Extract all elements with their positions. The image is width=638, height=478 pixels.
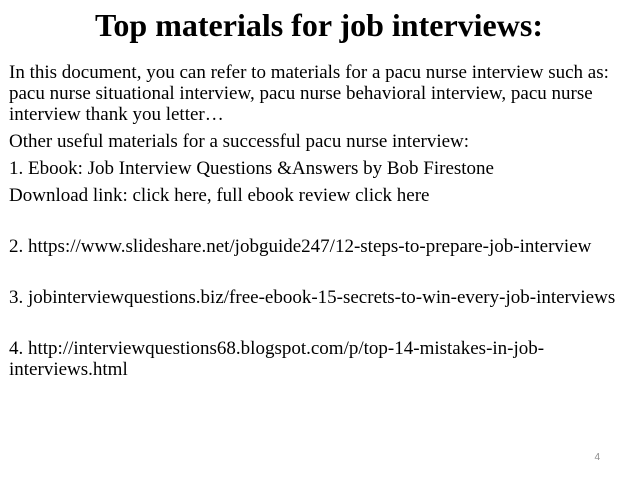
slide-body [9,62,624,380]
slide-title: Top materials for job interviews: [95,7,543,43]
other-materials-heading: Other useful materials for a successful pacu nurse interview: [9,131,470,152]
resource-link-3[interactable]: 3. jobinterviewquestions.biz/free-ebook-15-secrets-to-win-every-job-interviews [9,287,616,308]
page-number: 4 [594,452,600,463]
ebook-item: 1. Ebook: Job Interview Questions &Answers by Bob Firestone [9,158,494,179]
download-link-line[interactable]: Download link: click here, full ebook review click here [9,185,430,206]
resource-link-2[interactable]: 2. https://www.slideshare.net/jobguide247/12-steps-to-prepare-job-interview [9,236,592,257]
intro-paragraph: In this document, you can refer to materials for a pacu nurse interview such as: pacu nurse situational interview, pacu nurse behavioral interview, pacu nurse interview thank you letter… [9,62,609,125]
resource-link-4[interactable]: 4. http://interviewquestions68.blogspot.com/p/top-14-mistakes-in-job-interviews.html [9,338,545,380]
